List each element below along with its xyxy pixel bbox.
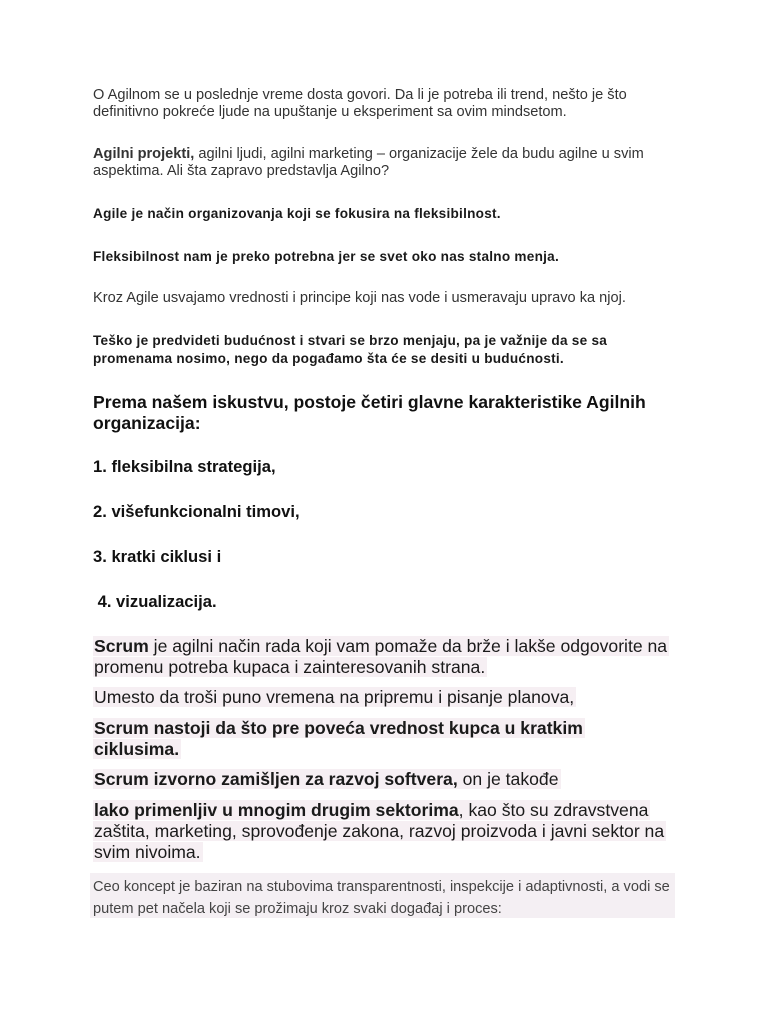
planning-text: Umesto da troši puno vremena na pripremu i pisanje planova,	[94, 687, 575, 707]
future-statement: Teško je predvideti budućnost i stvari se brzo menjaju, pa je važnije da se sa promenama nosimo, nego da pogađamo šta će se desiti u budućnosti.	[93, 333, 608, 366]
scrum-definition-rest: je agilni način rada koji vam pomaže da brže i lakše odgovorite na promenu potreba kupaca i zainteresovanih strana.	[94, 636, 668, 677]
list-item: 2. višefunkcionalni timovi,	[93, 502, 300, 521]
list-item: 4. vizualizacija.	[93, 592, 217, 611]
sectors-rest: , kao što su zdravstvena zaštita, marketing, sprovođenje zakona, razvoj proizvoda i javni sektor na svim nivoima.	[94, 800, 665, 862]
agile-projects-bold: Agilni projekti,	[93, 146, 195, 162]
customer-value-statement	[93, 718, 623, 760]
scrum-definition	[93, 636, 683, 678]
list-item: 3. kratki ciklusi i	[93, 547, 222, 566]
sectors-bold: lako primenljiv u mnogim drugim sektorima	[94, 800, 459, 820]
scrum-bold: Scrum	[94, 636, 149, 656]
list-item: 1. fleksibilna strategija,	[93, 457, 276, 476]
software-origin-statement	[93, 769, 683, 790]
agile-projects-paragraph	[93, 146, 683, 180]
characteristics-heading: Prema našem iskustvu, postoje četiri glavne karakteristike Agilnih organizacija:	[93, 392, 646, 433]
values-statement: Kroz Agile usvajamo vrednosti i principe koji nas vode i usmeravaju upravo ka njoj.	[93, 290, 626, 306]
agile-projects-rest: agilni ljudi, agilni marketing – organizacije žele da budu agilne u svim aspektima. Ali šta zapravo predstavlja Agilno?	[93, 146, 644, 179]
planning-statement	[93, 687, 683, 708]
software-origin-bold: Scrum izvorno zamišljen za razvoj softvera,	[94, 769, 458, 789]
intro-paragraph: O Agilnom se u poslednje vreme dosta govori. Da li je potreba ili trend, nešto je što definitivno pokreće ljude na upuštanje u eksperiment sa ovim mindsetom.	[93, 87, 627, 120]
flexibility-statement: Fleksibilnost nam je preko potrebna jer se svet oko nas stalno menja.	[93, 249, 559, 264]
agile-definition: Agile je način organizovanja koji se fokusira na fleksibilnost.	[93, 206, 501, 221]
closing-paragraph: Ceo koncept je baziran na stubovima transparentnosti, inspekcije i adaptivnosti, a vodi se putem pet načela koji se prožimaju kroz svaki događaj i proces:	[93, 879, 670, 917]
sectors-statement	[93, 800, 683, 863]
customer-value-text: Scrum nastoji da što pre poveća vrednost kupca u kratkim ciklusima.	[94, 718, 583, 759]
software-origin-rest: on je takođe	[457, 769, 559, 789]
